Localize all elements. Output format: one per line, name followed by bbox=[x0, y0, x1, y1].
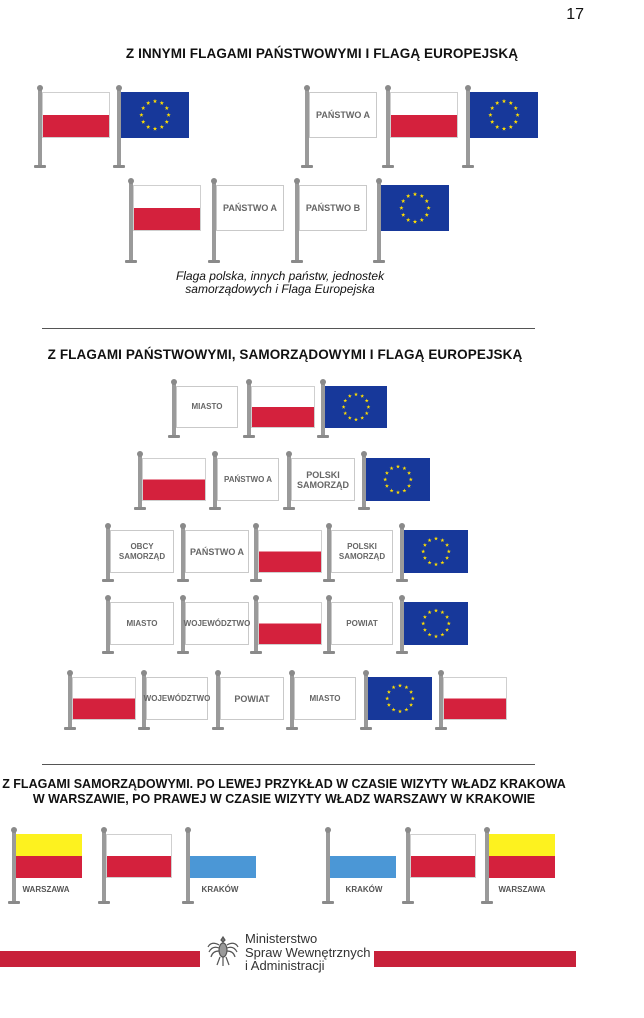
polish-flag bbox=[133, 185, 201, 231]
eu-star-icon bbox=[385, 696, 389, 700]
flag-label: WOJEWÓDZTWO bbox=[143, 693, 211, 703]
flag-label: MIASTO bbox=[126, 618, 158, 628]
flag-miasto bbox=[176, 386, 238, 428]
eu-star-icon bbox=[141, 106, 145, 110]
flag-label: POWIAT bbox=[346, 618, 378, 628]
flag-panstwo-b bbox=[299, 185, 367, 231]
eu-star-icon bbox=[428, 561, 432, 565]
eu-star-icon bbox=[402, 466, 406, 470]
eu-star-icon bbox=[399, 206, 403, 210]
eu-flag bbox=[381, 185, 449, 231]
flag-label: MIASTO bbox=[309, 693, 341, 703]
flag-label: POLSKI SAMORZĄD bbox=[338, 541, 386, 561]
flag-caption-warszawa: WARSZAWA bbox=[22, 885, 70, 894]
eu-star-icon bbox=[445, 615, 449, 619]
flag-label: PAŃSTWO A bbox=[224, 474, 272, 484]
section3-title bbox=[0, 777, 568, 807]
eu-star-icon bbox=[146, 125, 150, 129]
eu-star-icon bbox=[160, 101, 164, 105]
eu-star-icon bbox=[407, 484, 411, 488]
ministry-line: Ministerstwo bbox=[245, 931, 318, 946]
polish-flag bbox=[410, 834, 476, 878]
flag-label: MIASTO bbox=[191, 402, 223, 411]
eu-star-icon bbox=[421, 621, 425, 625]
ministry-line: i Administracji bbox=[245, 958, 325, 973]
eu-star-icon bbox=[428, 538, 432, 542]
flag-panstwo-a bbox=[309, 92, 377, 138]
section3-title-line: Z FLAGAMI SAMORZĄDOWYMI. PO LEWEJ PRZYKŁAD W CZASIE WIZYTY WŁADZ KRAKOWA bbox=[2, 777, 566, 791]
eu-star-icon bbox=[411, 696, 415, 700]
polish-flag bbox=[142, 458, 206, 501]
eu-star-icon bbox=[502, 127, 506, 131]
eu-star-icon bbox=[409, 477, 413, 481]
eu-stars bbox=[404, 530, 468, 573]
eu-star-icon bbox=[390, 466, 394, 470]
eu-star-icon bbox=[423, 556, 427, 560]
flag-label: PAŃSTWO B bbox=[305, 203, 361, 213]
flag-wojewodztwo bbox=[143, 677, 211, 720]
eu-flag bbox=[404, 530, 468, 573]
eu-star-icon bbox=[490, 120, 494, 124]
caption-line: Flaga polska, innych państw, jednostek bbox=[175, 269, 385, 283]
eu-star-icon bbox=[153, 127, 157, 131]
divider bbox=[42, 764, 535, 765]
eu-star-icon bbox=[141, 120, 145, 124]
eu-star-icon bbox=[160, 125, 164, 129]
eu-star-icon bbox=[387, 703, 391, 707]
eu-star-icon bbox=[490, 106, 494, 110]
eu-stars bbox=[470, 92, 538, 138]
eu-star-icon bbox=[165, 106, 169, 110]
flag-polski-samorzad bbox=[331, 530, 393, 573]
flag-obcy-samorzad bbox=[110, 530, 174, 573]
eu-star-icon bbox=[385, 471, 389, 475]
eu-star-icon bbox=[428, 633, 432, 637]
eu-stars bbox=[404, 602, 468, 645]
eu-star-icon bbox=[348, 416, 352, 420]
flag-label: PAŃSTWO A bbox=[190, 546, 244, 557]
eu-star-icon bbox=[153, 99, 157, 103]
eu-star-icon bbox=[392, 685, 396, 689]
eu-star-icon bbox=[445, 543, 449, 547]
flag-panstwo-a bbox=[185, 530, 249, 573]
eu-star-icon bbox=[421, 549, 425, 553]
page-number: 17 bbox=[566, 6, 584, 23]
eu-star-icon bbox=[420, 194, 424, 198]
eu-star-icon bbox=[139, 113, 143, 117]
eu-star-icon bbox=[413, 192, 417, 196]
ministry-line: Spraw Wewnętrznych bbox=[245, 944, 371, 960]
eu-flag bbox=[121, 92, 189, 138]
eu-star-icon bbox=[428, 610, 432, 614]
eu-star-icon bbox=[440, 633, 444, 637]
eu-star-icon bbox=[390, 489, 394, 493]
flag-label: OBCY SAMORZĄD bbox=[118, 541, 166, 561]
eu-star-icon bbox=[423, 543, 427, 547]
warszawa-flag bbox=[16, 834, 82, 878]
polish-flag bbox=[258, 530, 322, 573]
polish-flag bbox=[390, 92, 458, 138]
eu-star-icon bbox=[354, 418, 358, 422]
eu-flag bbox=[470, 92, 538, 138]
eu-star-icon bbox=[425, 213, 429, 217]
flag-miasto bbox=[294, 677, 356, 720]
eu-star-icon bbox=[426, 206, 430, 210]
eu-star-icon bbox=[343, 399, 347, 403]
eu-star-icon bbox=[447, 549, 451, 553]
eu-stars bbox=[381, 185, 449, 231]
eu-star-icon bbox=[365, 411, 369, 415]
eu-flag bbox=[325, 386, 387, 428]
krakow-flag bbox=[190, 834, 256, 878]
eu-star-icon bbox=[166, 113, 170, 117]
eu-star-icon bbox=[423, 615, 427, 619]
section1-caption bbox=[120, 270, 440, 296]
eu-star-icon bbox=[396, 464, 400, 468]
eu-star-icon bbox=[509, 125, 513, 129]
flag-wojewodztwo bbox=[185, 602, 249, 645]
eu-star-icon bbox=[366, 405, 370, 409]
flag-label: POLSKI SAMORZĄD bbox=[297, 469, 349, 490]
eu-star-icon bbox=[440, 561, 444, 565]
eu-star-icon bbox=[514, 120, 518, 124]
eu-star-icon bbox=[354, 392, 358, 396]
divider bbox=[42, 328, 535, 329]
flag-label: PAŃSTWO A bbox=[223, 203, 277, 213]
flag-caption-krakow: KRAKÓW bbox=[345, 885, 383, 894]
warszawa-flag bbox=[489, 834, 555, 878]
eu-star-icon bbox=[404, 685, 408, 689]
eu-flag bbox=[404, 602, 468, 645]
polish-flag bbox=[106, 834, 172, 878]
krakow-flag bbox=[330, 834, 396, 878]
eu-star-icon bbox=[401, 213, 405, 217]
eu-star-icon bbox=[392, 708, 396, 712]
eu-star-icon bbox=[514, 106, 518, 110]
eu-star-icon bbox=[342, 405, 346, 409]
polish-flag bbox=[72, 677, 136, 720]
eu-star-icon bbox=[383, 477, 387, 481]
footer-red-bar-right bbox=[374, 951, 576, 967]
eu-star-icon bbox=[387, 690, 391, 694]
eu-star-icon bbox=[406, 218, 410, 222]
eu-star-icon bbox=[434, 608, 438, 612]
eu-stars bbox=[368, 677, 432, 720]
flag-powiat bbox=[331, 602, 393, 645]
eu-star-icon bbox=[343, 411, 347, 415]
flag-miasto bbox=[110, 602, 174, 645]
eu-star-icon bbox=[440, 610, 444, 614]
eu-star-icon bbox=[445, 556, 449, 560]
eu-star-icon bbox=[406, 194, 410, 198]
flag-label: PAŃSTWO A bbox=[316, 110, 370, 120]
eu-star-icon bbox=[515, 113, 519, 117]
eu-star-icon bbox=[447, 621, 451, 625]
ministry-logo-text bbox=[245, 932, 370, 973]
section2-title: Z FLAGAMI PAŃSTWOWYMI, SAMORZĄDOWYMI I FLAGĄ EUROPEJSKĄ bbox=[47, 347, 523, 362]
footer-red-bar-left bbox=[0, 951, 200, 967]
flag-caption-warszawa: WARSZAWA bbox=[498, 885, 546, 894]
eu-star-icon bbox=[407, 471, 411, 475]
eagle-emblem-icon bbox=[206, 933, 240, 969]
eu-stars bbox=[366, 458, 430, 501]
eu-star-icon bbox=[434, 634, 438, 638]
eu-star-icon bbox=[146, 101, 150, 105]
eu-star-icon bbox=[423, 628, 427, 632]
flag-label: POWIAT bbox=[234, 693, 270, 704]
eu-star-icon bbox=[385, 484, 389, 488]
flag-label: WOJEWÓDZTWO bbox=[183, 618, 251, 628]
flag-panstwo-a bbox=[217, 458, 279, 501]
eu-star-icon bbox=[396, 490, 400, 494]
eu-star-icon bbox=[165, 120, 169, 124]
eu-star-icon bbox=[401, 199, 405, 203]
eu-star-icon bbox=[360, 416, 364, 420]
eu-star-icon bbox=[348, 394, 352, 398]
polish-flag bbox=[251, 386, 315, 428]
eu-stars bbox=[121, 92, 189, 138]
eu-star-icon bbox=[509, 101, 513, 105]
eu-star-icon bbox=[409, 703, 413, 707]
flag-caption-krakow: KRAKÓW bbox=[201, 885, 239, 894]
polish-flag bbox=[443, 677, 507, 720]
section3-title-line: W WARSZAWIE, PO PRAWEJ W CZASIE WIZYTY WŁADZ WARSZAWY W KRAKOWIE bbox=[32, 792, 536, 806]
caption-line: samorządowych i Flaga Europejska bbox=[185, 282, 375, 296]
eu-star-icon bbox=[420, 218, 424, 222]
polish-flag bbox=[258, 602, 322, 645]
eu-star-icon bbox=[425, 199, 429, 203]
eu-star-icon bbox=[434, 536, 438, 540]
eu-stars bbox=[325, 386, 387, 428]
eu-star-icon bbox=[409, 690, 413, 694]
flag-powiat bbox=[220, 677, 284, 720]
eu-star-icon bbox=[445, 628, 449, 632]
polish-flag bbox=[42, 92, 110, 138]
eu-star-icon bbox=[502, 99, 506, 103]
eu-star-icon bbox=[495, 125, 499, 129]
eu-star-icon bbox=[434, 562, 438, 566]
eu-star-icon bbox=[398, 709, 402, 713]
flag-polski-samorzad bbox=[291, 458, 355, 501]
eu-star-icon bbox=[360, 394, 364, 398]
section1-title: Z INNYMI FLAGAMI PAŃSTWOWYMI I FLAGĄ EUROPEJSKĄ bbox=[125, 46, 519, 61]
eu-star-icon bbox=[413, 220, 417, 224]
eu-star-icon bbox=[488, 113, 492, 117]
eu-star-icon bbox=[398, 683, 402, 687]
eu-flag bbox=[366, 458, 430, 501]
eu-flag bbox=[368, 677, 432, 720]
eu-star-icon bbox=[404, 708, 408, 712]
eu-star-icon bbox=[495, 101, 499, 105]
eu-star-icon bbox=[365, 399, 369, 403]
eu-star-icon bbox=[440, 538, 444, 542]
flag-panstwo-a bbox=[216, 185, 284, 231]
eu-star-icon bbox=[402, 489, 406, 493]
